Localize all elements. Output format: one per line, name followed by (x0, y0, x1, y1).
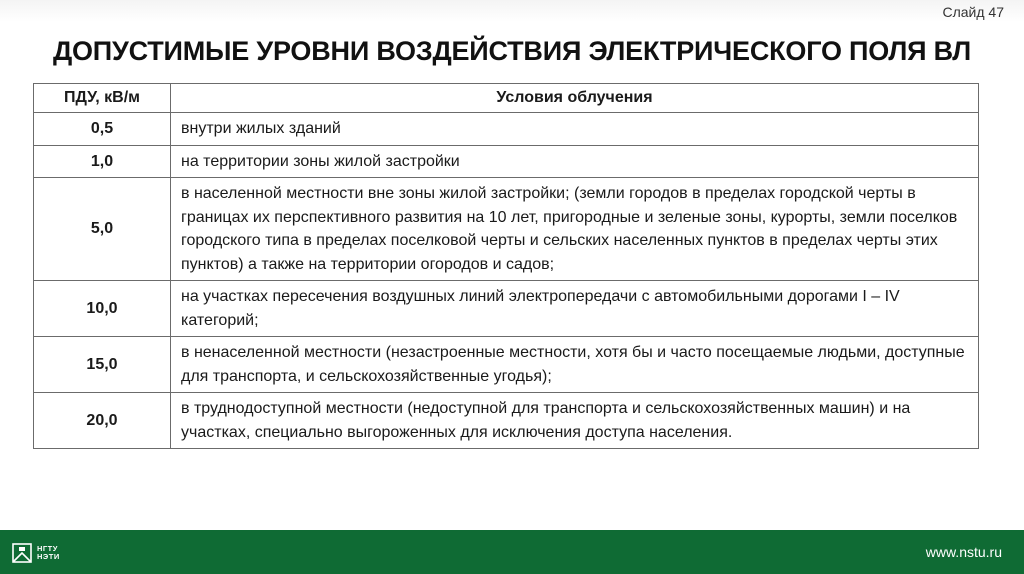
table-header-row (34, 84, 979, 113)
site-link[interactable]: www.nstu.ru (925, 544, 1002, 560)
table-row (34, 113, 979, 146)
logo-text (37, 545, 60, 561)
row-value: 0,5 (34, 113, 171, 146)
norms-table (33, 83, 979, 449)
footer-bar (0, 530, 1024, 574)
row-condition: в труднодоступной местности (недоступной для транспорта и сельскохозяйственных машин) и на участках, специально выгороженных для исключения доступа населения. (171, 393, 979, 449)
row-condition: на участках пересечения воздушных линий электропередачи с автомобильными дорогами I – IV категорий; (171, 281, 979, 337)
university-logo[interactable] (12, 542, 60, 564)
logo-line-2: НЭТИ (37, 552, 60, 561)
table-row (34, 337, 979, 393)
slide-number: Слайд 47 (942, 4, 1004, 20)
row-condition: внутри жилых зданий (171, 113, 979, 146)
header-pdu: ПДУ, кВ/м (34, 84, 171, 113)
row-value: 15,0 (34, 337, 171, 393)
row-condition: на территории зоны жилой застройки (171, 145, 979, 178)
header-conditions: Условия облучения (171, 84, 979, 113)
row-value: 5,0 (34, 178, 171, 281)
row-condition: в ненаселенной местности (незастроенные местности, хотя бы и часто посещаемые людьми, доступные для транспорта, и сельскохозяйственные угодья); (171, 337, 979, 393)
row-condition: в населенной местности вне зоны жилой застройки; (земли городов в пределах городской черты в границах их перспективного развития на 10 лет, пригородные и зеленые зоны, курорты, земли поселков городского типа в пределах поселковой черты и сельских населенных пунктов в пределах черты этих пунктов) а также на территории огородов и садов; (171, 178, 979, 281)
slide-title: ДОПУСТИМЫЕ УРОВНИ ВОЗДЕЙСТВИЯ ЭЛЕКТРИЧЕСКОГО ПОЛЯ ВЛ (52, 36, 972, 66)
logo-line-1: НГТУ (37, 544, 58, 553)
row-value: 10,0 (34, 281, 171, 337)
row-value: 1,0 (34, 145, 171, 178)
table-row (34, 281, 979, 337)
slide-top-edge (0, 0, 1024, 22)
row-value: 20,0 (34, 393, 171, 449)
logo-mark-icon (12, 543, 32, 563)
table-row (34, 393, 979, 449)
table-row (34, 145, 979, 178)
table-row (34, 178, 979, 281)
